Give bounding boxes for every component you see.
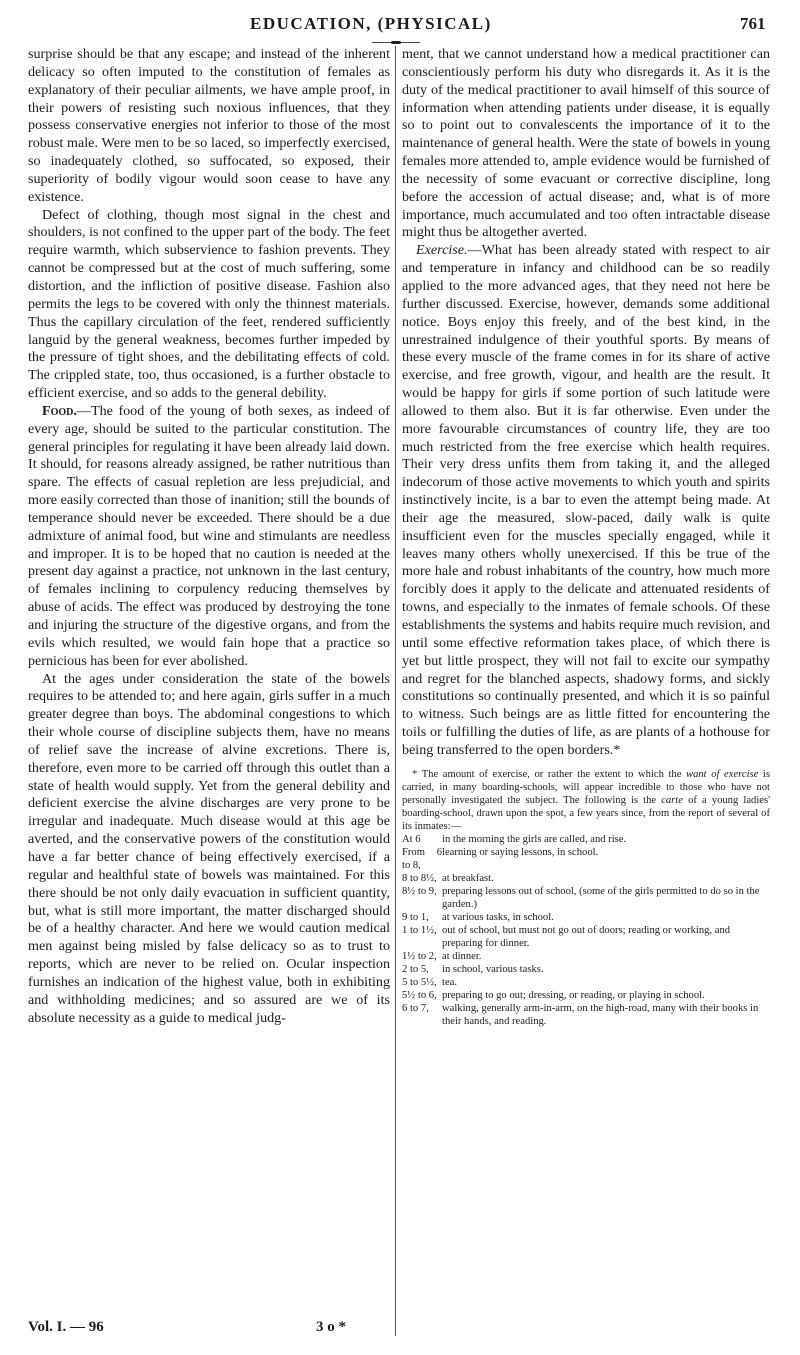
schedule-time: 9 to 1,	[402, 911, 429, 923]
header-ornament	[372, 41, 420, 44]
schedule-row	[402, 885, 770, 911]
footnote-intro	[402, 768, 770, 833]
schedule-time: 1 to 1½,	[402, 924, 437, 936]
running-head-title: EDUCATION, (PHYSICAL)	[250, 14, 492, 33]
schedule-list	[402, 833, 770, 1028]
paragraph-food	[28, 403, 390, 671]
schedule-time: At 6	[402, 833, 421, 845]
section-heading-exercise: Exercise.	[416, 242, 468, 259]
schedule-desc: preparing to go out; dressing, or reading, or playing in school.	[442, 989, 705, 1001]
paragraph: Defect of clothing, though most signal in the chest and shoulders, is not confined to the upper part of the body. The feet require warmth, which subservience to fashion prevents. They cannot be compressed but at the cost of much suffering, some distortion, and the infliction of positive disease. Fashion also permits the legs to be covered with only the thinnest materials. Thus the capillary circulation of the feet, rendered sufficiently languid by the general weakness, becomes further impeded by the pressure of tight shoes, and the debilitating effects of cold. The crippled state, too, thus occasioned, is a further obstacle to efficient exercise, and so adds to the general debility.	[28, 206, 390, 402]
schedule-time: 1½ to 2,	[402, 950, 437, 962]
left-column	[28, 46, 390, 1027]
paragraph-exercise	[402, 242, 770, 759]
column-divider	[395, 46, 396, 1336]
footnote-emphasis: carte	[661, 794, 683, 806]
schedule-row	[402, 872, 770, 885]
page-number: 761	[740, 14, 766, 33]
footnote-text: of a young ladies' boarding-school, drawn upon the spot, a few years since, from the report of several of its inmates:—	[402, 794, 770, 832]
schedule-desc: out of school, but must not go out of doors; reading or working, and preparing for dinner.	[442, 924, 731, 949]
schedule-row	[402, 911, 770, 924]
paragraph: surprise should be that any escape; and instead of the inherent delicacy so often imputed to the constitution of females as explanatory of their peculiar ailments, we have ample proof, in their powers of resisting such noxious influences, that they possess conservative energies not inferior to those of the most robust male. Were men to be so laced, so imperfectly exercised, so inadequately clothed, so suffocated, so exposed, their superiority of bodily vigour would soon cease to have any existence.	[28, 46, 390, 205]
schedule-time: 6 to 7,	[402, 1002, 429, 1014]
schedule-row	[402, 976, 770, 989]
right-column	[402, 46, 770, 1028]
page-footer	[28, 1319, 390, 1339]
schedule-row	[402, 846, 770, 872]
footnote-text: * The amount of exercise, or rather the extent to which the	[412, 768, 687, 780]
schedule-row	[402, 989, 770, 1002]
schedule-time: 8 to 8½,	[402, 872, 437, 884]
paragraph-text: —What has been already stated with respect to air and temperature in infancy and childhood can be so readily applied to the more advanced ages, that they need not here be further discussed. Exercise, however, demands some additional notice. Boys enjoy this freely, and of the best kind, in the unrestrained indulgence of their youthful sports. By means of these every muscle of the frame comes in for its share of active exercise, and free growth, vigour, and health are the result. It would be happy for girls if some portion of such latitude were allowed to them also. But it is far otherwise. Even under the more favourable circumstances of country life, they are too much restricted from the free exercise which health requires. Their very dress unfits them from taking it, and the alleged indecorum of those active movements to which youth and spirits instinctively incite, is a bar to even the attempt being made. At their age the measured, slow-paced, daily walk is quite insufficient even for the muscles specially engaged, while it leaves many others wholly unexercised. If this be true of the more hale and robust inhabitants of the country, how much more forcibly does it apply to the delicate and attenuated residents of towns, and especially to the inmates of female schools. Of these establishments the systems and habits require much revision, and until some effective reformation takes place, of which there is yet but little prospect, they will not fail to excite our sympathy and regret for the blanched aspects, shadowy forms, and sickly constitutions so continually presented, and which it is so painful to witness. Such beings are as little fitted for encountering the toils or fulfilling the duties of life, as are plants of a hothouse for being transferred to the open borders.*	[402, 242, 770, 758]
volume-marker: Vol. I. — 96	[28, 1319, 104, 1335]
section-heading-food: Food.	[42, 402, 77, 419]
schedule-desc: at various tasks, in school.	[442, 911, 554, 923]
schedule-desc: tea.	[442, 976, 457, 988]
schedule-desc: at breakfast.	[442, 872, 494, 884]
running-header	[0, 8, 800, 40]
footnote-emphasis: want of exercise	[686, 768, 759, 780]
schedule-desc: walking, generally arm-in-arm, on the high-road, many with their books in their hands, and reading.	[442, 1002, 759, 1027]
schedule-time: 8½ to 9,	[402, 885, 437, 897]
schedule-row	[402, 833, 770, 846]
footnote-text: is carried, in many boarding-schools, will appear incredible to those who have not personally investigated the subject. The following is the	[402, 768, 770, 806]
paragraph: At the ages under consideration the state of the bowels requires to be attended to; and here again, girls suffer in a much greater degree than boys. The abdominal congestions to which their whole course of discipline subjects them, have no means of relief save the increase of alvine excretions. There is, therefore, even more to be carried off through this outlet than a state of health would supply. Yet from the general debility and deficient exercise the alvine discharges are very prone to be irregular and inadequate. Much disease would at this age be averted, and the conservative powers of the constitution would have a far better chance of being effectively exercised, if a regular and healthful state of bowels was maintained. For this there should be not only daily evacuation in sufficient quantity, but, what is still more important, the matter discharged should be of a healthy character. And here we would caution medical men against being misled by false delicacy so as to trust to reports, which are never to be relied on. Ocular inspection furnishes an indication of the highest value, both in exhibiting and withholding medicines; and so assured are we of its absolute necessity as a guide to medical judg-	[28, 670, 390, 1026]
schedule-time: From 6 to 8,	[402, 846, 442, 871]
schedule-row	[402, 950, 770, 963]
schedule-desc: at dinner.	[442, 950, 482, 962]
schedule-row	[402, 963, 770, 976]
schedule-desc: preparing lessons out of school, (some of the girls permitted to do so in the garden.)	[442, 885, 760, 910]
schedule-time: 5 to 5½,	[402, 976, 437, 988]
schedule-time: 5½ to 6,	[402, 989, 437, 1001]
footnote	[402, 768, 770, 1028]
schedule-time: 2 to 5,	[402, 963, 429, 975]
signature-mark: 3 o *	[316, 1319, 346, 1335]
schedule-row	[402, 1002, 770, 1028]
paragraph: ment, that we cannot understand how a medical practitioner can conscientiously perform his duty who disregards it. As it is the duty of the medical practitioner to avail himself of this source of information when attending patients under disease, it is equally so to point out to convalescents the importance of it to the maintenance of general health. Were the state of bowels in young females more attended to, ample evidence would be furnished of the necessity of some evacuant or corrective discipline, long before the accession of actual disease; and, what is of more importance, much accumulated and too often intractable disease might thus be altogether averted.	[402, 46, 770, 241]
schedule-row	[402, 924, 770, 950]
schedule-desc: in school, various tasks.	[442, 963, 544, 975]
paragraph-text: —The food of the young of both sexes, as indeed of every age, should be suited to the particular constitution. The general principles for regulating it have been already laid down. It should, for reasons already assigned, be rather nutritious than spare. The effects of casual repletion are less prejudicial, and more easily corrected than those of inanition; still the bounds of temperance should never be exceeded. There should be a due admixture of animal food, but wine and stimulants are needless and improper. It is to be hoped that no caution is needed at the present day against a practice, not unknown in the last century, of females inclining to corpulency reducing themselves by abuse of acids. The effect was produced by destroying the tone and injuring the structure of the digestive organs, and from the evils which resulted, we would fain hope that a practice so pernicious has been for ever abolished.	[28, 402, 390, 669]
schedule-desc: in the morning the girls are called, and rise.	[442, 833, 627, 845]
schedule-desc: learning or saying lessons, in school.	[442, 846, 599, 858]
